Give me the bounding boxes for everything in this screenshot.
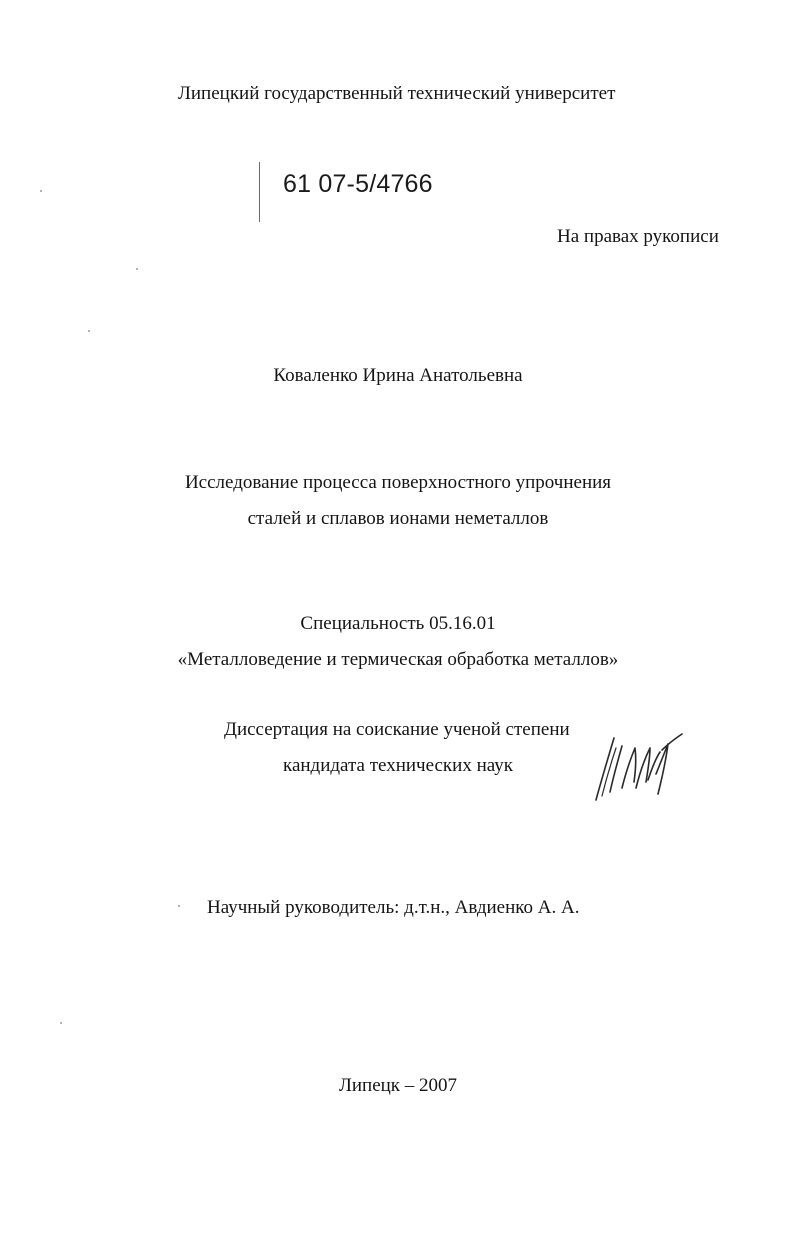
handwritten-signature [592, 730, 684, 806]
scan-speck [88, 330, 90, 332]
scientific-supervisor: Научный руководитель: д.т.н., Авдиенко А. А. [207, 897, 580, 918]
archive-stamp-bar [259, 162, 260, 222]
specialty-name: «Металловедение и термическая обработка металлов» [177, 649, 619, 670]
scan-speck [60, 1022, 62, 1024]
author-name: Коваленко Ирина Анатольевна [273, 365, 523, 386]
specialty-code: Специальность 05.16.01 [300, 613, 496, 634]
place-and-year: Липецк – 2007 [338, 1075, 458, 1096]
scan-speck [136, 268, 138, 270]
archive-code: 61 07-5/4766 [283, 170, 433, 198]
scan-speck [178, 905, 180, 907]
manuscript-rights-note: На правах рукописи [557, 226, 719, 247]
dissertation-title-line-2: сталей и сплавов ионами неметаллов [247, 508, 549, 529]
degree-line-1: Диссертация на соискание ученой степени [224, 719, 570, 740]
scan-speck [40, 190, 42, 192]
dissertation-title-line-1: Исследование процесса поверхностного упрочнения [184, 472, 612, 493]
university-name: Липецкий государственный технический университет [178, 83, 616, 104]
degree-line-2: кандидата технических наук [283, 755, 513, 776]
